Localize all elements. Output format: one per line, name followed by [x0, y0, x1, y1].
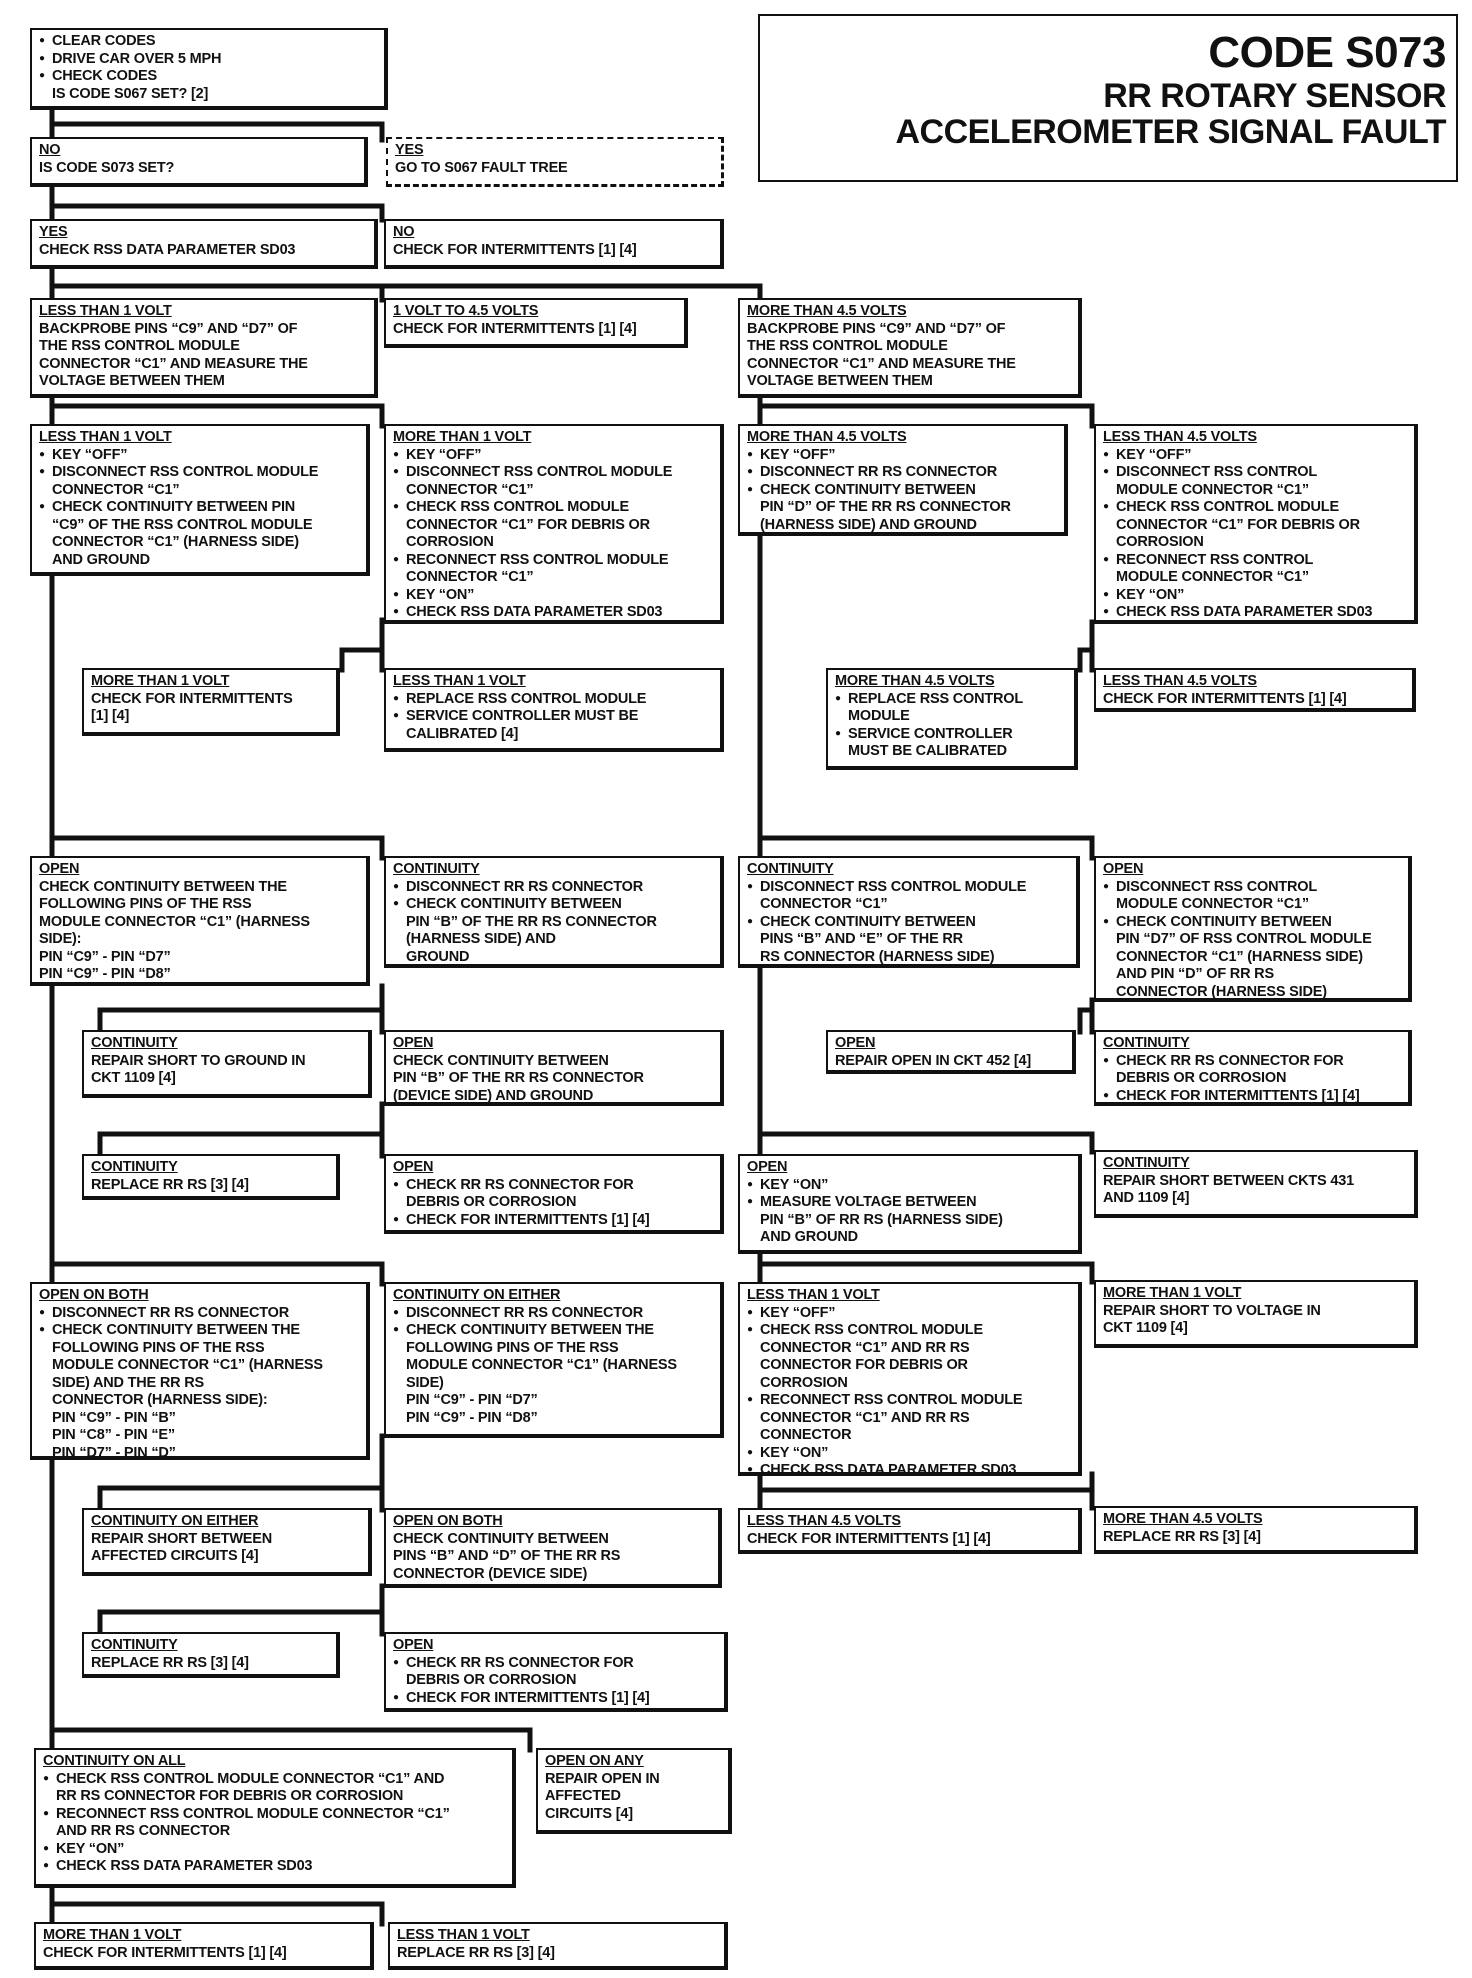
box-text: PIN “D7” OF RSS CONTROL MODULE — [1116, 931, 1372, 947]
bullet-step: ● RECONNECT RSS CONTROL MODULE — [393, 552, 715, 570]
box-text: IS CODE S067 SET? [2] — [52, 85, 209, 102]
bullet-step: ● CHECK RR RS CONNECTOR FOR — [393, 1655, 719, 1673]
bullet-step: ● CHECK FOR INTERMITTENTS [1] [4] — [1103, 1088, 1403, 1106]
bullet-step: ● CHECK RSS DATA PARAMETER SD03 — [43, 1858, 507, 1876]
code-title: CODE S073 — [1208, 28, 1446, 77]
box-heading: LESS THAN 1 VOLT — [39, 429, 172, 445]
box-heading: OPEN ON BOTH — [393, 1513, 503, 1529]
box-heading: CONTINUITY — [91, 1035, 178, 1051]
bullet-step: ● CHECK RR RS CONNECTOR FOR — [1103, 1053, 1403, 1071]
flowchart-box — [386, 137, 724, 187]
box-text: AFFECTED — [545, 1788, 621, 1804]
box-text: CONNECTOR “C1” — [406, 481, 534, 498]
flowchart-box — [1094, 424, 1418, 624]
box-text: PIN “D7” - PIN “D” — [52, 1444, 176, 1461]
bullet-step: ● CHECK RSS CONTROL MODULE CONNECTOR “C1” AND — [43, 1771, 507, 1789]
flowchart-box — [384, 1030, 724, 1106]
box-text: DEBRIS OR CORROSION — [406, 1194, 577, 1210]
flowchart-box — [82, 1632, 340, 1678]
box-text: (DEVICE SIDE) AND GROUND — [393, 1087, 594, 1104]
box-text: CONNECTOR “C1” (HARNESS SIDE) — [52, 534, 299, 550]
bullet-step: ● CHECK CONTINUITY BETWEEN — [1103, 914, 1403, 932]
box-text: PINS “B” AND “D” OF THE RR RS — [393, 1548, 621, 1564]
flowchart-box — [30, 1282, 370, 1460]
flowchart-box — [30, 424, 370, 576]
box-text: CKT 1109 [4] — [91, 1070, 176, 1086]
flowchart-box — [738, 298, 1082, 398]
box-text: AND GROUND — [52, 551, 150, 568]
box-heading: MORE THAN 1 VOLT — [43, 1927, 182, 1943]
bullet-step: ● CHECK CONTINUITY BETWEEN — [393, 896, 715, 914]
box-text: VOLTAGE BETWEEN THEM — [39, 373, 225, 389]
bullet-step: ● MEASURE VOLTAGE BETWEEN — [747, 1194, 1073, 1212]
box-text: GROUND — [406, 948, 470, 965]
bullet-step: ● DISCONNECT RR RS CONNECTOR — [393, 879, 715, 897]
box-text: THE RSS CONTROL MODULE — [747, 338, 948, 354]
box-heading: OPEN — [39, 861, 80, 877]
flowchart-box — [30, 219, 378, 269]
box-text: CONNECTOR (DEVICE SIDE) — [393, 1565, 588, 1582]
box-text: CHECK FOR INTERMITTENTS [1] [4] — [747, 1530, 991, 1547]
box-heading: MORE THAN 4.5 VOLTS — [747, 429, 907, 445]
box-heading: OPEN — [747, 1159, 788, 1175]
box-text: CONNECTOR “C1” — [760, 896, 888, 912]
flowchart-box — [738, 424, 1068, 536]
box-heading: CONTINUITY — [91, 1637, 178, 1653]
box-text: REPLACE RR RS [3] [4] — [1103, 1528, 1261, 1545]
box-heading: LESS THAN 1 VOLT — [747, 1287, 880, 1303]
box-text: MUST BE CALIBRATED — [848, 743, 1007, 759]
flowchart-box — [384, 219, 724, 269]
box-text: MODULE CONNECTOR “C1” (HARNESS — [52, 1357, 323, 1373]
box-text: REPLACE RR RS [3] [4] — [91, 1654, 249, 1671]
box-text: REPAIR SHORT BETWEEN — [91, 1530, 273, 1547]
box-text: MODULE CONNECTOR “C1” — [1116, 481, 1309, 498]
flowchart-box — [82, 1154, 340, 1200]
bullet-step: ● CHECK RR RS CONNECTOR FOR — [393, 1177, 715, 1195]
flowchart-box — [34, 1922, 374, 1970]
flowchart-box — [384, 424, 724, 624]
box-text: CHECK CONTINUITY BETWEEN THE — [39, 878, 287, 895]
bullet-step: ● DRIVE CAR OVER 5 MPH — [39, 51, 379, 69]
box-text: REPAIR OPEN IN — [545, 1770, 660, 1787]
box-text: REPAIR SHORT TO GROUND IN — [91, 1052, 306, 1069]
flowchart-box — [82, 1030, 372, 1098]
box-text: PIN “B” OF THE RR RS CONNECTOR — [393, 1070, 644, 1086]
bullet-step: ● REPLACE RSS CONTROL MODULE — [393, 691, 715, 709]
flowchart-box — [384, 856, 724, 968]
box-text: AND RR RS CONNECTOR — [56, 1823, 230, 1839]
box-text: PIN “C9” - PIN “D8” — [39, 966, 171, 982]
box-text: MODULE CONNECTOR “C1” (HARNESS — [406, 1357, 677, 1373]
flowchart-box — [1094, 1280, 1418, 1348]
bullet-step: ● CHECK RSS DATA PARAMETER SD03 — [747, 1462, 1073, 1480]
box-text: CONNECTOR “C1” — [406, 569, 534, 585]
flowchart-box — [30, 137, 368, 187]
box-text: VOLTAGE BETWEEN THEM — [747, 373, 933, 389]
box-text: RR RS CONNECTOR FOR DEBRIS OR CORROSION — [56, 1788, 404, 1804]
box-text: CORROSION — [760, 1374, 848, 1391]
box-text: PINS “B” AND “E” OF THE RR — [760, 931, 963, 947]
bullet-step: ● DISCONNECT RSS CONTROL — [1103, 464, 1409, 482]
box-text: [1] [4] — [91, 708, 130, 724]
bullet-step: ● CHECK RSS DATA PARAMETER SD03 — [393, 604, 715, 622]
flowchart-box — [30, 28, 388, 110]
flowchart-box — [536, 1748, 732, 1834]
flowchart-box — [1094, 856, 1412, 1002]
bullet-step: ● CHECK RSS CONTROL MODULE — [393, 499, 715, 517]
box-text: CHECK FOR INTERMITTENTS [1] [4] — [1103, 690, 1347, 707]
box-text: REPAIR SHORT BETWEEN CKTS 431 — [1103, 1172, 1354, 1189]
box-text: CIRCUITS [4] — [545, 1805, 633, 1822]
box-text: CONNECTOR (HARNESS SIDE): — [52, 1392, 268, 1408]
box-text: PIN “C9” - PIN “D8” — [406, 1409, 538, 1426]
flowchart-box — [1094, 1150, 1418, 1218]
box-text: (HARNESS SIDE) AND — [406, 931, 556, 947]
box-heading: CONTINUITY — [1103, 1035, 1190, 1051]
bullet-step: ● RECONNECT RSS CONTROL — [1103, 552, 1409, 570]
box-text: PIN “B” OF RR RS (HARNESS SIDE) — [760, 1211, 1003, 1228]
bullet-step: ● CHECK CONTINUITY BETWEEN THE — [39, 1322, 361, 1340]
box-text: CONNECTOR “C1” — [52, 481, 180, 498]
bullet-step: ● DISCONNECT RR RS CONNECTOR — [39, 1305, 361, 1323]
box-text: CHECK FOR INTERMITTENTS [1] [4] — [393, 241, 637, 258]
flowchart-box — [30, 856, 370, 986]
box-text: AND GROUND — [760, 1229, 858, 1245]
flowchart-box — [1094, 668, 1416, 712]
box-text: PIN “B” OF THE RR RS CONNECTOR — [406, 913, 657, 930]
flowchart-box — [384, 1508, 722, 1588]
box-heading: OPEN — [1103, 861, 1144, 877]
bullet-step: ● CHECK RSS CONTROL MODULE — [1103, 499, 1409, 517]
box-text: AND 1109 [4] — [1103, 1190, 1190, 1206]
bullet-step: ● REPLACE RSS CONTROL — [835, 691, 1069, 709]
box-text: CALIBRATED [4] — [406, 725, 519, 742]
box-heading: OPEN — [393, 1035, 434, 1051]
box-text: “C9” OF THE RSS CONTROL MODULE — [52, 516, 313, 533]
box-heading: CONTINUITY ON EITHER — [393, 1287, 561, 1303]
bullet-step: ● RECONNECT RSS CONTROL MODULE — [747, 1392, 1073, 1410]
box-heading: CONTINUITY — [393, 861, 480, 877]
box-text: CONNECTOR “C1” AND MEASURE THE — [747, 355, 1016, 372]
bullet-step: ● CHECK CONTINUITY BETWEEN THE — [393, 1322, 715, 1340]
box-heading: LESS THAN 4.5 VOLTS — [1103, 673, 1257, 689]
box-text: CHECK FOR INTERMITTENTS [1] [4] — [43, 1944, 287, 1961]
bullet-step: ● RECONNECT RSS CONTROL MODULE CONNECTOR “C1” — [43, 1806, 507, 1824]
flowchart-box — [384, 668, 724, 752]
bullet-step: ● KEY “ON” — [747, 1177, 1073, 1195]
bullet-step: ● SERVICE CONTROLLER MUST BE — [393, 708, 715, 726]
box-text: MODULE — [848, 708, 910, 724]
flowchart-box — [738, 1508, 1082, 1554]
flowchart-box — [826, 1030, 1076, 1074]
flowchart-box — [384, 1154, 724, 1234]
box-text: REPLACE RR RS [3] [4] — [91, 1176, 249, 1193]
box-text: PIN “C9” - PIN “B” — [52, 1409, 176, 1426]
box-heading: NO — [393, 224, 415, 240]
box-text: REPLACE RR RS [3] [4] — [397, 1944, 555, 1961]
box-text: CONNECTOR “C1” FOR DEBRIS OR — [1116, 516, 1360, 533]
box-text: CONNECTOR “C1” AND MEASURE THE — [39, 355, 308, 372]
bullet-step: ● CHECK FOR INTERMITTENTS [1] [4] — [393, 1690, 719, 1708]
box-heading: YES — [395, 142, 424, 158]
box-heading: CONTINUITY — [1103, 1155, 1190, 1171]
box-heading: OPEN — [393, 1159, 434, 1175]
box-text: BACKPROBE PINS “C9” AND “D7” OF — [39, 320, 298, 337]
flowchart-box — [82, 1508, 372, 1576]
box-heading: LESS THAN 4.5 VOLTS — [747, 1513, 901, 1529]
box-heading: MORE THAN 4.5 VOLTS — [835, 673, 995, 689]
box-heading: MORE THAN 4.5 VOLTS — [747, 303, 907, 319]
box-text: SIDE) — [406, 1374, 444, 1391]
bullet-step: ● CHECK FOR INTERMITTENTS [1] [4] — [393, 1212, 715, 1230]
box-heading: YES — [39, 224, 68, 240]
box-text: PIN “C9” - PIN “D7” — [406, 1392, 538, 1408]
box-text: FOLLOWING PINS OF THE RSS — [52, 1339, 265, 1356]
bullet-step: ● KEY “OFF” — [393, 447, 715, 465]
box-text: CORROSION — [406, 534, 494, 550]
box-text: BACKPROBE PINS “C9” AND “D7” OF — [747, 320, 1006, 337]
box-text: AFFECTED CIRCUITS [4] — [91, 1548, 259, 1564]
box-heading: MORE THAN 1 VOLT — [393, 429, 532, 445]
box-text: CONNECTOR “C1” (HARNESS SIDE) — [1116, 948, 1363, 965]
box-text: CONNECTOR FOR DEBRIS OR — [760, 1357, 968, 1373]
box-heading: CONTINUITY ON EITHER — [91, 1513, 259, 1529]
bullet-step: ● CHECK RSS CONTROL MODULE — [747, 1322, 1073, 1340]
box-text: CHECK RSS DATA PARAMETER SD03 — [39, 241, 296, 258]
box-text: DEBRIS OR CORROSION — [406, 1672, 577, 1688]
box-text: GO TO S067 FAULT TREE — [395, 159, 568, 176]
bullet-step: ● KEY “OFF” — [747, 1305, 1073, 1323]
box-text: CONNECTOR “C1” FOR DEBRIS OR — [406, 516, 650, 533]
box-text: CONNECTOR — [760, 1427, 852, 1443]
box-text: SIDE) AND THE RR RS — [52, 1374, 204, 1391]
box-heading: MORE THAN 4.5 VOLTS — [1103, 1511, 1263, 1527]
flowchart-box — [384, 1632, 728, 1712]
bullet-step: ● SERVICE CONTROLLER — [835, 726, 1069, 744]
box-heading: CONTINUITY — [91, 1159, 178, 1175]
box-heading: NO — [39, 142, 61, 158]
bullet-step: ● KEY “OFF” — [39, 447, 361, 465]
box-text: CHECK FOR INTERMITTENTS [1] [4] — [393, 320, 637, 337]
box-text: CONNECTOR (HARNESS SIDE) — [1116, 983, 1327, 1000]
bullet-step: ● KEY “ON” — [43, 1841, 507, 1859]
box-heading: LESS THAN 4.5 VOLTS — [1103, 429, 1257, 445]
box-heading: LESS THAN 1 VOLT — [39, 303, 172, 319]
bullet-step: ● KEY “ON” — [1103, 587, 1409, 605]
bullet-step: ● DISCONNECT RSS CONTROL — [1103, 879, 1403, 897]
box-text: PIN “C8” - PIN “E” — [52, 1427, 175, 1443]
box-text: CHECK FOR INTERMITTENTS — [91, 690, 293, 707]
box-text: (HARNESS SIDE) AND GROUND — [760, 516, 977, 533]
box-text: CONNECTOR “C1” AND RR RS — [760, 1409, 970, 1426]
box-text: CORROSION — [1116, 534, 1204, 550]
box-heading: OPEN ON BOTH — [39, 1287, 149, 1303]
bullet-step: ● KEY “OFF” — [747, 447, 1059, 465]
box-text: SIDE): — [39, 931, 82, 947]
box-text: FOLLOWING PINS OF THE RSS — [406, 1339, 619, 1356]
box-heading: OPEN ON ANY — [545, 1753, 644, 1769]
box-text: DEBRIS OR CORROSION — [1116, 1070, 1287, 1086]
bullet-step: ● CHECK CONTINUITY BETWEEN PIN — [39, 499, 361, 517]
box-text: MODULE CONNECTOR “C1” (HARNESS — [39, 913, 310, 930]
box-heading: CONTINUITY ON ALL — [43, 1753, 186, 1769]
title-line-2: ACCELEROMETER SIGNAL FAULT — [895, 113, 1446, 151]
box-text: PIN “D” OF THE RR RS CONNECTOR — [760, 499, 1011, 515]
title-block — [758, 14, 1458, 182]
box-text: AND PIN “D” OF RR RS — [1116, 966, 1274, 982]
box-text: IS CODE S073 SET? — [39, 159, 175, 176]
box-heading: OPEN — [835, 1035, 876, 1051]
bullet-step: ● DISCONNECT RSS CONTROL MODULE — [39, 464, 361, 482]
box-text: CHECK CONTINUITY BETWEEN — [393, 1530, 609, 1547]
bullet-step: ● DISCONNECT RR RS CONNECTOR — [393, 1305, 715, 1323]
box-text: RS CONNECTOR (HARNESS SIDE) — [760, 948, 995, 965]
box-text: PIN “C9” - PIN “D7” — [39, 948, 171, 965]
box-text: CKT 1109 [4] — [1103, 1320, 1188, 1336]
flowchart-box — [1094, 1030, 1412, 1106]
box-text: MODULE CONNECTOR “C1” — [1116, 896, 1309, 912]
flowchart-box — [826, 668, 1078, 770]
flowchart-box — [1094, 1506, 1418, 1554]
box-text: MODULE CONNECTOR “C1” — [1116, 569, 1309, 585]
box-text: CHECK CONTINUITY BETWEEN — [393, 1052, 609, 1069]
box-heading: LESS THAN 1 VOLT — [397, 1927, 530, 1943]
bullet-step: ● DISCONNECT RSS CONTROL MODULE — [747, 879, 1071, 897]
flowchart-box — [738, 1154, 1082, 1254]
box-heading: CONTINUITY — [747, 861, 834, 877]
flowchart-box — [388, 1922, 728, 1970]
bullet-step: ● CHECK RSS DATA PARAMETER SD03 — [1103, 604, 1409, 622]
title-line-1: RR ROTARY SENSOR — [1103, 77, 1446, 115]
flowchart-box — [34, 1748, 516, 1888]
box-text: FOLLOWING PINS OF THE RSS — [39, 896, 252, 912]
bullet-step: ● DISCONNECT RR RS CONNECTOR — [747, 464, 1059, 482]
bullet-step: ● CLEAR CODES — [39, 33, 379, 51]
box-text: REPAIR OPEN IN CKT 452 [4] — [835, 1052, 1031, 1069]
bullet-step: ● DISCONNECT RSS CONTROL MODULE — [393, 464, 715, 482]
bullet-step: ● KEY “ON” — [747, 1445, 1073, 1463]
box-heading: LESS THAN 1 VOLT — [393, 673, 526, 689]
flowchart-box — [738, 1282, 1082, 1476]
box-heading: MORE THAN 1 VOLT — [91, 673, 230, 689]
flowchart-box — [738, 856, 1080, 968]
bullet-step: ● CHECK CONTINUITY BETWEEN — [747, 482, 1059, 500]
box-heading: 1 VOLT TO 4.5 VOLTS — [393, 303, 539, 319]
bullet-step: ● KEY “ON” — [393, 587, 715, 605]
box-heading: MORE THAN 1 VOLT — [1103, 1285, 1242, 1301]
box-text: REPAIR SHORT TO VOLTAGE IN — [1103, 1302, 1321, 1319]
bullet-step: ● CHECK CODES — [39, 68, 379, 86]
box-text: THE RSS CONTROL MODULE — [39, 338, 240, 354]
bullet-step: ● KEY “OFF” — [1103, 447, 1409, 465]
flowchart-box — [30, 298, 378, 398]
box-text: CONNECTOR “C1” AND RR RS — [760, 1339, 970, 1356]
flowchart-box — [82, 668, 340, 736]
flowchart-box — [384, 298, 688, 348]
flowchart-box — [384, 1282, 724, 1438]
box-heading: OPEN — [393, 1637, 434, 1653]
bullet-step: ● CHECK CONTINUITY BETWEEN — [747, 914, 1071, 932]
